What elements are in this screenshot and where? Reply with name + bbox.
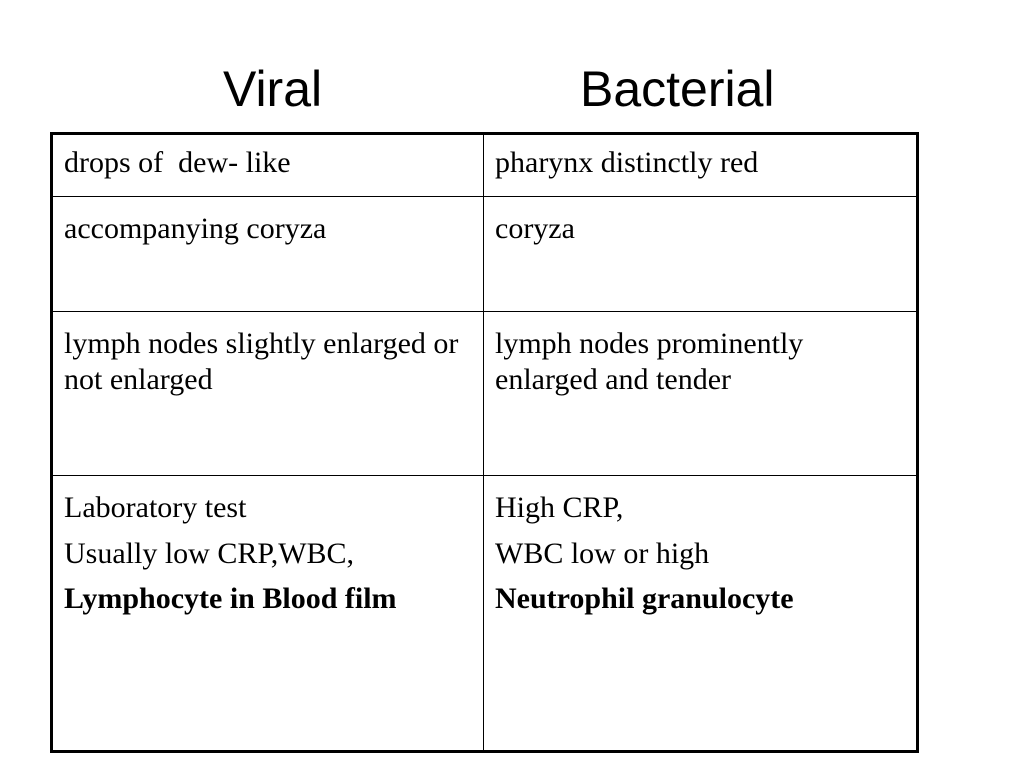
cell-text-bold: Neutrophil granulocyte bbox=[495, 582, 794, 616]
table-row bbox=[52, 134, 918, 197]
bacterial-cell bbox=[484, 197, 918, 312]
bacterial-cell bbox=[484, 476, 918, 752]
viral-cell bbox=[52, 476, 484, 752]
comparison-table bbox=[50, 132, 919, 753]
cell-text: coryza bbox=[495, 212, 575, 246]
viral-cell bbox=[52, 312, 484, 476]
table-row bbox=[52, 312, 918, 476]
bacterial-cell bbox=[484, 134, 918, 197]
cell-text: accompanying coryza bbox=[64, 212, 327, 246]
cell-text: WBC low or high bbox=[495, 536, 710, 570]
column-title-viral: Viral bbox=[223, 61, 323, 117]
cell-text: drops of dew- like bbox=[64, 146, 291, 179]
table-row bbox=[52, 476, 918, 752]
column-title-bacterial: Bacterial bbox=[580, 61, 775, 117]
table-row bbox=[52, 197, 918, 312]
cell-text: lymph nodes prominently enlarged and tender bbox=[495, 327, 804, 396]
viral-cell bbox=[52, 134, 484, 197]
cell-text: Usually low CRP,WBC, bbox=[64, 536, 355, 570]
cell-text: pharynx distinctly red bbox=[495, 146, 759, 179]
cell-text: Laboratory test bbox=[64, 491, 247, 525]
viral-cell bbox=[52, 197, 484, 312]
bacterial-cell bbox=[484, 312, 918, 476]
cell-text: lymph nodes slightly enlarged or not enlarged bbox=[64, 327, 459, 396]
cell-text-bold: Lymphocyte in Blood film bbox=[64, 582, 397, 616]
cell-text: High CRP, bbox=[495, 491, 624, 525]
